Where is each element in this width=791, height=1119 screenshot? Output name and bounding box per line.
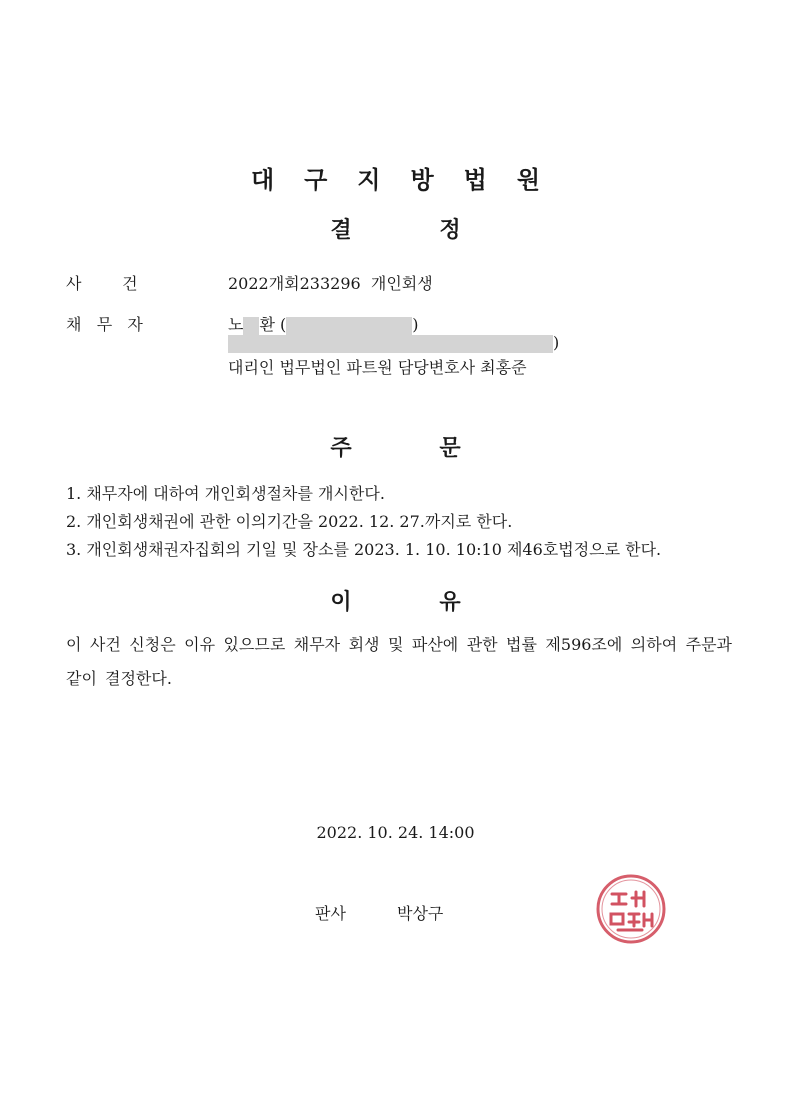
- decision-date: 2022. 10. 24. 14:00: [316, 823, 475, 842]
- order-item-2: 2. 개인회생채권에 관한 이의기간을 2022. 12. 27.까지로 한다.: [66, 512, 513, 531]
- court-name: 대구지방법원: [250, 166, 571, 194]
- judge-title: 판사: [315, 904, 346, 923]
- judge-seal-stamp: [594, 872, 668, 946]
- decision-title: [0, 213, 791, 244]
- case-label: 사 건: [66, 274, 138, 293]
- seal-icon: [594, 872, 668, 946]
- paren-open: (: [280, 315, 287, 334]
- reason-text: 이 사건 신청은 이유 있으므로 채무자 회생 및 파산에 관한 법률 제596조에 의하여 주문과 같이 결정한다.: [66, 635, 732, 688]
- redacted-address: [228, 335, 553, 353]
- order-item-1: 1. 채무자에 대하여 개인회생절차를 개시한다.: [66, 484, 385, 503]
- paren-close: ): [412, 315, 419, 334]
- debtor-name-last: 환: [259, 315, 275, 334]
- debtor-agent: 대리인 법무법인 파트원 담당변호사 최홍준: [228, 358, 527, 377]
- debtor-name-line: [228, 312, 419, 335]
- debtor-address-line: [228, 333, 559, 353]
- case-number: 2022개회233296 개인회생: [228, 274, 433, 293]
- debtor-name-first: 노: [228, 315, 244, 334]
- address-paren-close: ): [553, 333, 560, 352]
- reason-heading: 이 유: [330, 590, 461, 615]
- judge-name: 박상구: [397, 904, 444, 923]
- redacted-name-char: [243, 317, 259, 335]
- redacted-id-number: [286, 317, 412, 335]
- debtor-label: 채 무 자: [66, 315, 143, 334]
- order-item-3: 3. 개인회생채권자집회의 기일 및 장소를 2023. 1. 10. 10:10 제46호법정으로 한다.: [66, 540, 662, 559]
- order-heading: 주 문: [330, 436, 461, 461]
- decision-title-text: 결 정: [330, 218, 461, 243]
